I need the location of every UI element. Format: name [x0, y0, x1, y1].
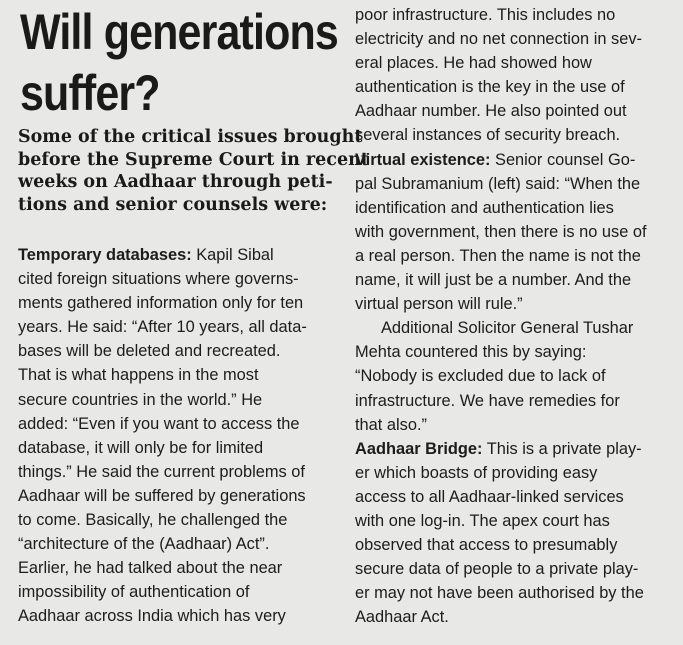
body-line: “architecture of the (Aadhaar) Act”.	[18, 535, 270, 554]
body-line: eral places. He had showed how	[355, 54, 592, 73]
body-text-run: Kapil Sibal	[191, 246, 274, 264]
body-line: observed that access to presumably	[355, 536, 618, 555]
body-line: Mehta countered this by saying:	[355, 343, 587, 362]
body-line	[18, 243, 338, 267]
body-line: Earlier, he had talked about the near	[18, 559, 283, 578]
body-line: pal Subramanium (left) said: “When the	[355, 174, 641, 193]
section-heading-temporary-databases: Temporary databases:	[18, 246, 192, 264]
body-text-run: This is a private play-	[482, 439, 642, 458]
body-line: with government, then there is no use of	[355, 222, 647, 241]
intro-line: before the Supreme Court in recent	[18, 149, 369, 170]
section-heading-aadhaar-bridge: Aadhaar Bridge:	[355, 439, 483, 458]
body-line: identification and authentication lies	[355, 198, 614, 217]
body-line	[355, 437, 675, 461]
intro-line: weeks on Aadhaar through peti-	[18, 172, 333, 192]
body-line: That is what happens in the most	[18, 366, 259, 385]
body-line: Aadhaar across India which has very	[18, 607, 286, 626]
body-line: Aadhaar number. He also pointed out	[355, 102, 627, 121]
intro-paragraph	[18, 126, 369, 216]
section-heading-virtual-existence: Virtual existence:	[355, 150, 491, 169]
intro-line: tions and senior counsels were:	[18, 194, 328, 215]
body-line: impossibility of authentication of	[18, 583, 250, 602]
body-line: with one log-in. The apex court has	[355, 511, 610, 530]
body-line: authentication is the key in the use of	[355, 78, 625, 97]
body-line: Aadhaar will be suffered by generations	[18, 486, 306, 505]
right-column-body	[355, 3, 675, 629]
body-line: cited foreign situations where governs-	[18, 270, 299, 289]
body-line: er which boasts of providing easy	[355, 463, 598, 482]
body-text-run: Senior counsel Go-	[490, 150, 636, 169]
headline-line: Will generations	[20, 4, 338, 60]
body-line: bases will be deleted and recreated.	[18, 342, 281, 361]
body-line: virtual person will rule.”	[355, 295, 523, 314]
body-line: Additional Solicitor General Tushar	[381, 319, 634, 338]
body-line: several instances of security breach.	[355, 126, 621, 145]
body-line: “Nobody is excluded due to lack of	[355, 367, 606, 386]
body-line: added: “Even if you want to access the	[18, 414, 300, 433]
body-line: ments gathered information only for ten	[18, 294, 304, 313]
body-line	[355, 148, 675, 172]
body-line: infrastructure. We have remedies for	[355, 391, 620, 410]
body-line: electricity and no net connection in sev-	[355, 30, 642, 49]
body-line: name, it will just be a number. And the	[355, 271, 632, 290]
left-column-body	[18, 243, 338, 629]
body-line: secure countries in the world.” He	[18, 390, 263, 409]
body-line: secure data of people to a private play-	[355, 560, 639, 579]
body-line: access to all Aadhaar-linked services	[355, 487, 624, 506]
body-line: years. He said: “After 10 years, all data-	[18, 318, 307, 337]
body-line: Aadhaar Act.	[355, 608, 449, 627]
headline	[20, 2, 338, 124]
intro-line: Some of the critical issues brought	[18, 127, 363, 147]
body-line: er may not have been authorised by the	[355, 584, 644, 603]
headline-line: suffer?	[20, 65, 160, 121]
body-line: to come. Basically, he challenged the	[18, 511, 288, 530]
body-line: that also.”	[355, 415, 427, 434]
body-line: database, it will only be for limited	[18, 438, 264, 457]
body-line: poor infrastructure. This includes no	[355, 6, 616, 24]
body-line: things.” He said the current problems of	[18, 462, 305, 481]
body-line: a real person. Then the name is not the	[355, 246, 641, 265]
